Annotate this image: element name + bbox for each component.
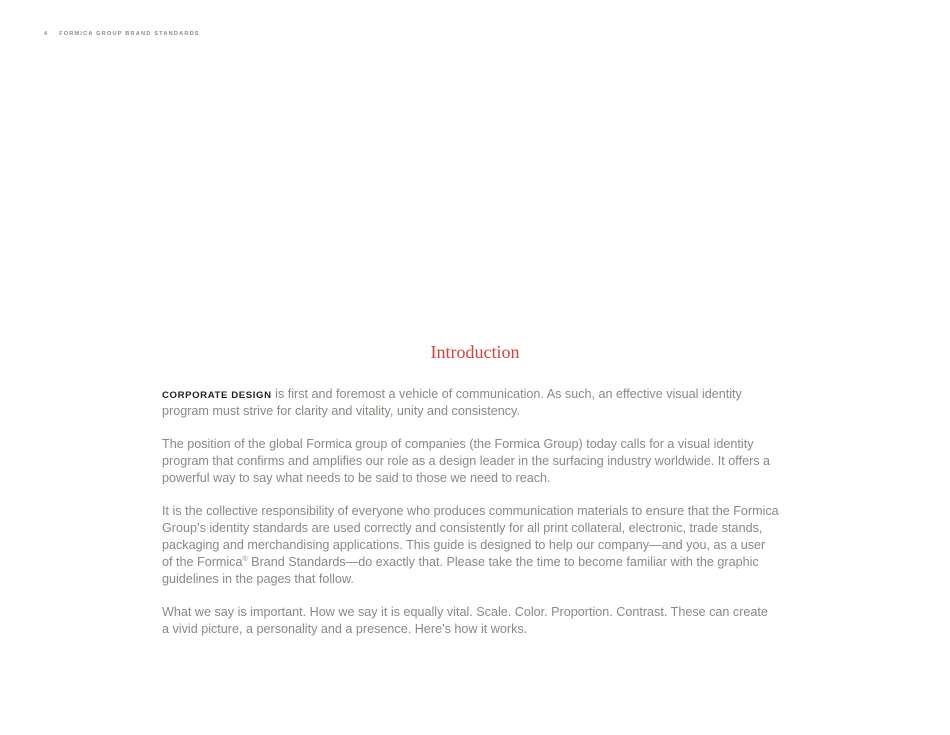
line-text: is first and foremost a vehicle of communication. As such, an effective visual identity [271,387,742,401]
paragraph-line: What we say is important. How we say it is equally vital. Scale. Color. Proportion. Contrast. These can create [162,605,768,619]
page-number: 4 [44,31,49,37]
paragraph-how-it-works [162,604,822,638]
paragraph-line [162,386,822,403]
paragraph-line: Group’s identity standards are used correctly and consistently for all print collateral, electronic, trade stands, [162,521,763,535]
paragraph-position [162,436,822,487]
registered-mark: ® [242,556,248,563]
line-text: of the Formica [162,555,243,569]
paragraph-line: a vivid picture, a personality and a presence. Here’s how it works. [162,622,528,636]
running-title: FORMICA GROUP BRAND STANDARDS [59,31,200,37]
paragraph-line: packaging and merchandising applications. This guide is designed to help our company—and you, as a user [162,538,766,552]
paragraph-line: guidelines in the pages that follow. [162,572,354,586]
paragraph-responsibility [162,503,822,588]
page-title: Introduction [430,342,520,362]
paragraph-line [162,554,822,571]
paragraph-line: It is the collective responsibility of everyone who produces communication materials to ensure that the Formica [162,504,779,518]
paragraph-line: program must strive for clarity and vitality, unity and consistency. [162,404,520,418]
lead-in: CORPORATE DESIGN [162,390,272,401]
line-text: Brand Standards—do exactly that. Please take the time to become familiar with the graphic [247,555,759,569]
paragraph-line: The position of the global Formica group of companies (the Formica Group) today calls for a visual identity [162,437,754,451]
running-head [44,31,200,37]
paragraph-line: program that confirms and amplifies our role as a design leader in the surfacing industry worldwide. It offers a [162,454,771,468]
paragraph-line: powerful way to say what needs to be said to those we need to reach. [162,471,551,485]
paragraph-corporate-design [162,386,822,420]
